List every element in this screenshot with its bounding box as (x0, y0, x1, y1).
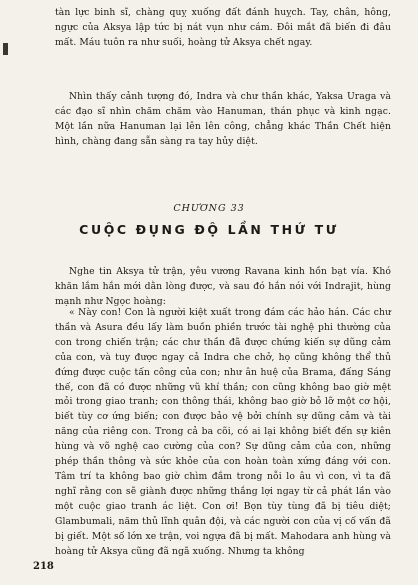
paragraph-gods-witness: Nhìn thấy cảnh tượng đó, Indra và chư thần khác, Yaksa Uraga và các đạo sĩ nhìn chăm chăm vào Hanuman, thán phục và kinh ngạc. Một lần nữa Hanuman lại lên lên công, chẳng khác Thần Chết hiện hình, chàng đang sẵn sàng ra tay hủy diệt. (55, 91, 391, 147)
chapter-title: CUỘC ĐỤNG ĐỘ LẦN THỨ TƯ (79, 222, 339, 237)
page-number: 218 (33, 561, 54, 572)
chapter-number: CHƯƠNG 33 (173, 203, 245, 214)
paragraph-ravana-news: Nghe tin Aksya tử trận, yêu vương Ravana kinh hồn bạt vía. Khó khăn lắm hắn mới dằn lòng được, và sau đó hắn nói với Indrajit, hùng mạnh như Ngọc hoàng: (55, 266, 391, 307)
margin-mark (3, 43, 8, 55)
paragraph-continued: tàn lực binh sĩ, chàng quỵ xuống đất đánh huỵch. Tay, chân, hông, ngực của Aksya lập tức bị nát vụn như cám. Đôi mắt đã biến đi đâu mất. Máu tuôn ra như suối, hoàng tử Aksya chết ngay. (55, 7, 391, 48)
paragraph-ravana-speech: « Này con! Con là người kiệt xuất trong đám các hảo hán. Các chư thần và Asura đều lấy làm buồn phiền trước tài nghệ phi thường của con trong chiến trận; các chư thần đã được chứng kiến sự dũng cảm của con, và tuy được ngay cả Indra che chở, họ cũng không thể thủ đứng được cuộc tấn công của con; như ân huệ của Brama, đấng Sáng thế, con đã có được những vũ khí thần; con cũng không bao giờ mệt mỏi trong giao tranh; con thông thái, không bao giờ bỏ lỡ một cơ hội, biết tùy cơ ứng biến; con được bảo vệ bởi chính sự dũng cảm và tài năng của riêng con. Trong cả ba cõi, có ai lại không biết đến sự kiên hùng và võ nghệ cao cường của con? Sự dũng cảm của con, những phép thần thông và sức khỏe của con hoàn toàn xứng đáng với con. Tâm trí ta không bao giờ chìm đắm trong nỗi lo âu vì con, vì ta đã nghĩ rằng con sẽ giành được những thắng lợi ngay từ cả phát lần vào một cuộc giao tranh ác liệt. Con ơi! Bọn tùy tùng đã bị tiêu diệt; Glambumali, năm thủ lĩnh quân đội, và các người con của vị cố vấn đã bị giết. Một số lớn xe trận, voi ngựa đã bị mất. Mahodara anh hùng và hoàng tử Aksya cũng đã ngã xuống. Nhưng ta không (55, 307, 391, 557)
